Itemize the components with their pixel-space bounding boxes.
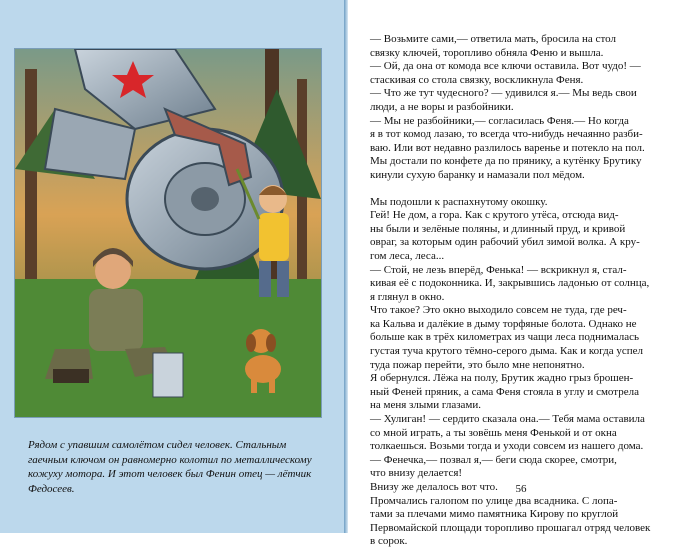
text-line: — Что же тут чудесного? — удивился я.— Мы ведь свои: [370, 87, 637, 100]
text-line: ваю. Или вот недавно разлилось варенье и потекло на пол.: [370, 141, 645, 154]
text-line: ка Кальва и далёкие в дыму торфяные болота. Однако не: [370, 317, 637, 330]
text-line: кинули сухую баранку и намазали пол мёдом.: [370, 168, 585, 181]
illustration-art: [15, 49, 321, 417]
caption-line: гаечным ключом он равномерно колотил по металлическому: [28, 453, 312, 466]
text-line: в сорок.: [370, 535, 408, 548]
body-text: [370, 33, 680, 549]
text-line: густая туча крутого тёмно-серого дыма. Как и когда успел: [370, 345, 643, 358]
text-line: туда пожар перейти, это было мне непонятно.: [370, 358, 585, 371]
caption-line: кожуху мотора. И этот человек был Фенин отец — лётчик: [28, 468, 312, 480]
right-page: [348, 0, 694, 548]
text-line: со мной играть, а ты зовёшь меня Фенькой и от окна: [370, 426, 617, 439]
text-line: люди, а не воры и разбойники.: [370, 100, 514, 113]
text-line: тами за плечами мимо памятника Кирову по круглой: [370, 508, 619, 521]
text-line: Я обернулся. Лёжа на полу, Брутик жадно грыз брошен-: [370, 372, 634, 385]
text-line: на меня злыми глазами.: [370, 399, 482, 412]
text-line: Что такое? Это окно выходило совсем не туда, где реч-: [370, 304, 627, 317]
left-page: [0, 0, 344, 533]
text-line: Мы достали по конфете да по прянику, а кутёнку Брутику: [370, 155, 642, 168]
text-line: стаскивая со стола связку, воскликнула Феня.: [370, 73, 584, 86]
text-line: овраг, за которым один рабочий убил зимой волка. А кру-: [370, 236, 640, 249]
text-line: Первомайской площади торопливо прошагал отряд человек: [370, 521, 651, 534]
text-line: — Мы не разбойники,— согласилась Феня.— Но когда: [370, 114, 629, 127]
text-line: я глянул в окно.: [370, 290, 445, 303]
text-line: гом леса, леса...: [370, 249, 445, 262]
illustration: [14, 48, 322, 418]
caption-line: Рядом с упавшим самолётом сидел человек. Стальным: [28, 439, 287, 451]
text-line: что внизу делается!: [370, 467, 463, 480]
text-line: толкаешься. Возьми тогда и уходи совсем из нашего дома.: [370, 440, 644, 453]
text-line: Внизу же делалось вот что.: [370, 481, 498, 493]
text-line: — Фенечка,— позвал я,— беги сюда скорее, смотри,: [370, 453, 617, 466]
text-line: — Хулиган! — сердито сказала она.— Тебя мама оставила: [370, 413, 645, 426]
text-line: кивая её с подоконника. И, закрывшись ладонью от солнца,: [370, 277, 650, 290]
page-number: 56: [515, 483, 527, 495]
text-line: Промчались галопом по улице два всадника. С лопа-: [370, 494, 618, 507]
text-line: Мы подошли к распахнутому окошку.: [370, 195, 548, 208]
text-line: ный Феней пряник, а сама Феня стояла в углу и смотрела: [370, 385, 639, 398]
illustration-caption: [28, 438, 328, 496]
text-line: я в тот комод лазаю, то всегда что-нибудь нечаянно разби-: [370, 128, 643, 141]
caption-line: Федосеев.: [28, 482, 75, 495]
text-line: связку ключей, торопливо обняла Феню и вышла.: [370, 46, 604, 59]
text-line: — Возьмите сами,— ответила мать, бросила на стол: [370, 33, 616, 45]
text-line: больше как в трёх километрах из чащи леса поднималась: [370, 331, 640, 344]
text-line: Гей! Не дом, а гора. Как с крутого утёса, отсюда вид-: [370, 209, 619, 222]
text-line: — Ой, да она от комода все ключи оставила. Вот чудо! —: [370, 60, 641, 73]
text-line: ны были и зелёные поляны, и длинный пруд, и кривой: [370, 222, 626, 235]
section-break: [370, 183, 680, 196]
text-line: — Стой, не лезь вперёд, Фенька! — вскрикнул я, стал-: [370, 263, 627, 276]
